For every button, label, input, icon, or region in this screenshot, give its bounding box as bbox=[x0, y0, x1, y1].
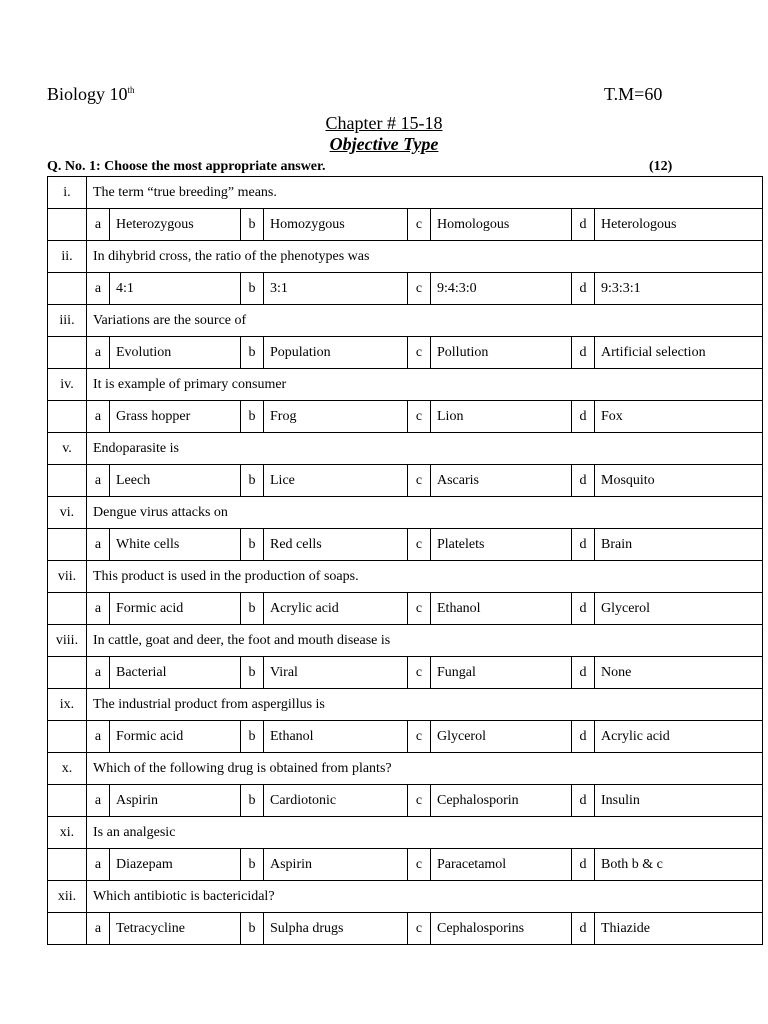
question-row bbox=[48, 561, 763, 593]
option-text: Bacterial bbox=[110, 657, 241, 689]
options-row bbox=[48, 401, 763, 433]
option-letter: a bbox=[87, 657, 110, 689]
subject-superscript: th bbox=[127, 85, 135, 95]
option-text: Evolution bbox=[110, 337, 241, 369]
options-row bbox=[48, 785, 763, 817]
section-title: Objective Type bbox=[329, 134, 439, 154]
option-text: None bbox=[595, 657, 763, 689]
options-spacer bbox=[48, 529, 87, 561]
option-text: Grass hopper bbox=[110, 401, 241, 433]
option-text: Brain bbox=[595, 529, 763, 561]
option-text: Formic acid bbox=[110, 593, 241, 625]
option-letter: c bbox=[408, 465, 431, 497]
option-letter: d bbox=[572, 721, 595, 753]
options-row bbox=[48, 337, 763, 369]
option-text: Paracetamol bbox=[431, 849, 572, 881]
options-spacer bbox=[48, 593, 87, 625]
subject-title bbox=[47, 84, 135, 105]
option-text: Glycerol bbox=[595, 593, 763, 625]
option-text: Red cells bbox=[264, 529, 408, 561]
question-text: The term “true breeding” means. bbox=[87, 177, 763, 209]
option-letter: b bbox=[241, 465, 264, 497]
options-row bbox=[48, 593, 763, 625]
option-letter: c bbox=[408, 273, 431, 305]
question-number: xi. bbox=[48, 817, 87, 849]
option-text: Ascaris bbox=[431, 465, 572, 497]
options-spacer bbox=[48, 401, 87, 433]
option-letter: b bbox=[241, 529, 264, 561]
question-text: Is an analgesic bbox=[87, 817, 763, 849]
question-number: x. bbox=[48, 753, 87, 785]
question-number: ix. bbox=[48, 689, 87, 721]
option-text: Cephalosporin bbox=[431, 785, 572, 817]
option-letter: b bbox=[241, 721, 264, 753]
options-spacer bbox=[48, 465, 87, 497]
option-letter: d bbox=[572, 529, 595, 561]
option-letter: c bbox=[408, 337, 431, 369]
question-row bbox=[48, 817, 763, 849]
option-text: Frog bbox=[264, 401, 408, 433]
option-letter: b bbox=[241, 593, 264, 625]
option-letter: b bbox=[241, 849, 264, 881]
option-text: Glycerol bbox=[431, 721, 572, 753]
option-text: 3:1 bbox=[264, 273, 408, 305]
option-text: Formic acid bbox=[110, 721, 241, 753]
option-text: Population bbox=[264, 337, 408, 369]
question-number: viii. bbox=[48, 625, 87, 657]
question-instruction: Q. No. 1: Choose the most appropriate answer. bbox=[47, 159, 326, 174]
total-marks: T.M=60 bbox=[604, 84, 663, 104]
question-row bbox=[48, 881, 763, 913]
option-letter: a bbox=[87, 273, 110, 305]
option-text: Sulpha drugs bbox=[264, 913, 408, 945]
question-text: The industrial product from aspergillus is bbox=[87, 689, 763, 721]
questions-body bbox=[48, 177, 763, 945]
option-letter: a bbox=[87, 529, 110, 561]
question-row bbox=[48, 625, 763, 657]
option-text: Platelets bbox=[431, 529, 572, 561]
option-text: Acrylic acid bbox=[595, 721, 763, 753]
options-row bbox=[48, 273, 763, 305]
option-letter: a bbox=[87, 849, 110, 881]
options-spacer bbox=[48, 657, 87, 689]
options-row bbox=[48, 721, 763, 753]
options-row bbox=[48, 529, 763, 561]
option-letter: d bbox=[572, 465, 595, 497]
options-spacer bbox=[48, 721, 87, 753]
options-row bbox=[48, 849, 763, 881]
question-number: vi. bbox=[48, 497, 87, 529]
option-text: Cephalosporins bbox=[431, 913, 572, 945]
option-letter: d bbox=[572, 785, 595, 817]
option-text: Aspirin bbox=[264, 849, 408, 881]
question-number: i. bbox=[48, 177, 87, 209]
option-letter: a bbox=[87, 913, 110, 945]
option-letter: b bbox=[241, 273, 264, 305]
option-letter: c bbox=[408, 209, 431, 241]
option-text: Acrylic acid bbox=[264, 593, 408, 625]
options-row bbox=[48, 465, 763, 497]
question-text: Dengue virus attacks on bbox=[87, 497, 763, 529]
options-spacer bbox=[48, 209, 87, 241]
option-letter: b bbox=[241, 913, 264, 945]
option-letter: c bbox=[408, 529, 431, 561]
question-text: Which of the following drug is obtained from plants? bbox=[87, 753, 763, 785]
option-letter: a bbox=[87, 593, 110, 625]
question-number: v. bbox=[48, 433, 87, 465]
question-number: iii. bbox=[48, 305, 87, 337]
option-letter: d bbox=[572, 593, 595, 625]
subject-text: Biology 10 bbox=[47, 84, 128, 104]
option-text: Heterozygous bbox=[110, 209, 241, 241]
options-spacer bbox=[48, 337, 87, 369]
option-letter: a bbox=[87, 401, 110, 433]
question-row bbox=[48, 753, 763, 785]
option-letter: d bbox=[572, 913, 595, 945]
option-letter: d bbox=[572, 273, 595, 305]
option-text: Fox bbox=[595, 401, 763, 433]
option-text: Diazepam bbox=[110, 849, 241, 881]
option-letter: c bbox=[408, 593, 431, 625]
question-text: Which antibiotic is bactericidal? bbox=[87, 881, 763, 913]
option-text: Fungal bbox=[431, 657, 572, 689]
question-text: Endoparasite is bbox=[87, 433, 763, 465]
option-text: 4:1 bbox=[110, 273, 241, 305]
option-letter: a bbox=[87, 721, 110, 753]
option-text: Viral bbox=[264, 657, 408, 689]
question-marks: (12) bbox=[649, 159, 673, 174]
options-row bbox=[48, 209, 763, 241]
question-text: Variations are the source of bbox=[87, 305, 763, 337]
options-row bbox=[48, 657, 763, 689]
option-letter: c bbox=[408, 721, 431, 753]
option-text: Ethanol bbox=[264, 721, 408, 753]
option-text: 9:3:3:1 bbox=[595, 273, 763, 305]
question-text: In cattle, goat and deer, the foot and mouth disease is bbox=[87, 625, 763, 657]
question-row bbox=[48, 689, 763, 721]
question-row bbox=[48, 369, 763, 401]
option-text: Homologous bbox=[431, 209, 572, 241]
option-text: Pollution bbox=[431, 337, 572, 369]
option-text: Artificial selection bbox=[595, 337, 763, 369]
option-letter: a bbox=[87, 209, 110, 241]
option-letter: d bbox=[572, 337, 595, 369]
option-text: Tetracycline bbox=[110, 913, 241, 945]
option-text: Cardiotonic bbox=[264, 785, 408, 817]
option-letter: b bbox=[241, 337, 264, 369]
option-letter: d bbox=[572, 657, 595, 689]
question-number: iv. bbox=[48, 369, 87, 401]
option-text: Ethanol bbox=[431, 593, 572, 625]
option-letter: b bbox=[241, 209, 264, 241]
option-text: Lion bbox=[431, 401, 572, 433]
option-letter: a bbox=[87, 465, 110, 497]
option-text: White cells bbox=[110, 529, 241, 561]
options-spacer bbox=[48, 913, 87, 945]
chapter-title: Chapter # 15-18 bbox=[325, 113, 443, 133]
option-letter: b bbox=[241, 657, 264, 689]
question-row bbox=[48, 433, 763, 465]
question-row bbox=[48, 177, 763, 209]
question-number: xii. bbox=[48, 881, 87, 913]
option-letter: c bbox=[408, 401, 431, 433]
option-text: Insulin bbox=[595, 785, 763, 817]
option-text: Homozygous bbox=[264, 209, 408, 241]
option-letter: d bbox=[572, 209, 595, 241]
option-letter: a bbox=[87, 785, 110, 817]
option-text: Aspirin bbox=[110, 785, 241, 817]
question-number: ii. bbox=[48, 241, 87, 273]
options-row bbox=[48, 913, 763, 945]
options-spacer bbox=[48, 785, 87, 817]
option-text: Heterologous bbox=[595, 209, 763, 241]
option-letter: a bbox=[87, 337, 110, 369]
question-text: This product is used in the production of soaps. bbox=[87, 561, 763, 593]
questions-table bbox=[47, 176, 763, 945]
question-text: It is example of primary consumer bbox=[87, 369, 763, 401]
option-text: Mosquito bbox=[595, 465, 763, 497]
question-text: In dihybrid cross, the ratio of the phenotypes was bbox=[87, 241, 763, 273]
option-letter: d bbox=[572, 849, 595, 881]
option-letter: b bbox=[241, 785, 264, 817]
question-number: vii. bbox=[48, 561, 87, 593]
option-text: Lice bbox=[264, 465, 408, 497]
option-letter: c bbox=[408, 849, 431, 881]
option-letter: c bbox=[408, 657, 431, 689]
option-text: 9:4:3:0 bbox=[431, 273, 572, 305]
options-spacer bbox=[48, 849, 87, 881]
option-letter: c bbox=[408, 913, 431, 945]
question-row bbox=[48, 497, 763, 529]
option-text: Both b & c bbox=[595, 849, 763, 881]
option-letter: d bbox=[572, 401, 595, 433]
question-row bbox=[48, 241, 763, 273]
question-row bbox=[48, 305, 763, 337]
option-text: Leech bbox=[110, 465, 241, 497]
option-text: Thiazide bbox=[595, 913, 763, 945]
options-spacer bbox=[48, 273, 87, 305]
option-letter: b bbox=[241, 401, 264, 433]
option-letter: c bbox=[408, 785, 431, 817]
